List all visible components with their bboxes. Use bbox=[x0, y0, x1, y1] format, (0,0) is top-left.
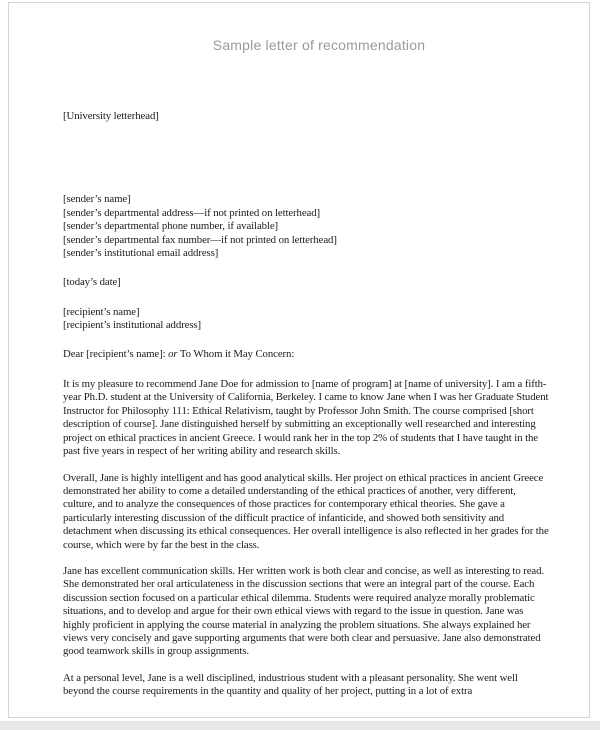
recipient-block bbox=[63, 306, 549, 333]
salutation-suffix: To Whom it May Concern: bbox=[177, 347, 295, 360]
body-paragraph-2: Overall, Jane is highly intelligent and has good analytical skills. Her project on ethical practices in ancient Greece demonstrated her ability to come a detailed understanding of the ethical practices of another, very different, culture, and to analyze the consequences of those practices for contemporary ethical theories. She gave a particularly interesting discussion of the difficult practice of infanticide, and showed both sensitivity and detachment when discussing its ethical consequences. Her overall intelligence is also reflected in her grades for the course, which were by far the best in the class. bbox=[63, 471, 549, 551]
letter-page bbox=[8, 2, 590, 718]
body-paragraph-1: It is my pleasure to recommend Jane Doe for admission to [name of program] at [name of university]. I am a fifth-year Ph.D. student at the University of California, Berkeley. I came to know Jane when I was her Graduate Student Instructor for Philosophy 111: Ethical Relativism, taught by Professor John Smith. The course comprised [short description of course]. Jane distinguished herself by submitting an exceptionally well researched and interesting project on ethical practices in ancient Greece. I would rank her in the top 2% of students that I have taught in the past five years in respect of her writing ability and research skills. bbox=[63, 378, 549, 458]
date-line: [today’s date] bbox=[63, 276, 121, 289]
body-paragraph-3: Jane has excellent communication skills. Her written work is both clear and concise, as well as interesting to read. She demonstrated her oral articulateness in the discussion sections that were an integral part of the course. Each discussion section focused on a particular ethical dilemma. Students were required analyze morally problematic situations, and to develop and argue for their own ethical views with regard to the issue in question. Jane was highly proficient in applying the course material in analyzing the problem situations. She always explained her views very concisely and gave supporting arguments that were both clear and persuasive. Jane also demonstrated good teamwork skills in group assignments. bbox=[63, 564, 545, 658]
sender-email-line: [sender’s institutional email address] bbox=[63, 247, 219, 260]
sender-name-line: [sender’s name] bbox=[63, 193, 131, 206]
university-letterhead-placeholder: [University letterhead] bbox=[63, 110, 159, 122]
recipient-name-line: [recipient’s name] bbox=[63, 305, 140, 318]
salutation-line bbox=[63, 348, 549, 361]
salutation-prefix: Dear [recipient’s name]: bbox=[63, 347, 169, 360]
recipient-address-line: [recipient’s institutional address] bbox=[63, 319, 202, 332]
document-title: Sample letter of recommendation bbox=[212, 37, 426, 53]
sender-fax-line: [sender’s departmental fax number—if not printed on letterhead] bbox=[63, 233, 337, 246]
page-bottom-edge bbox=[0, 721, 600, 730]
sender-block bbox=[63, 193, 549, 260]
sender-phone-line: [sender’s departmental phone number, if available] bbox=[63, 220, 279, 233]
sender-address-line: [sender’s departmental address—if not printed on letterhead] bbox=[63, 206, 321, 219]
body-paragraph-4: At a personal level, Jane is a well disciplined, industrious student with a pleasant personality. She went well beyond the course requirements in the quantity and quality of her project, putting in a lot of extra bbox=[63, 671, 518, 698]
salutation-or-conjunction: or bbox=[168, 347, 178, 360]
